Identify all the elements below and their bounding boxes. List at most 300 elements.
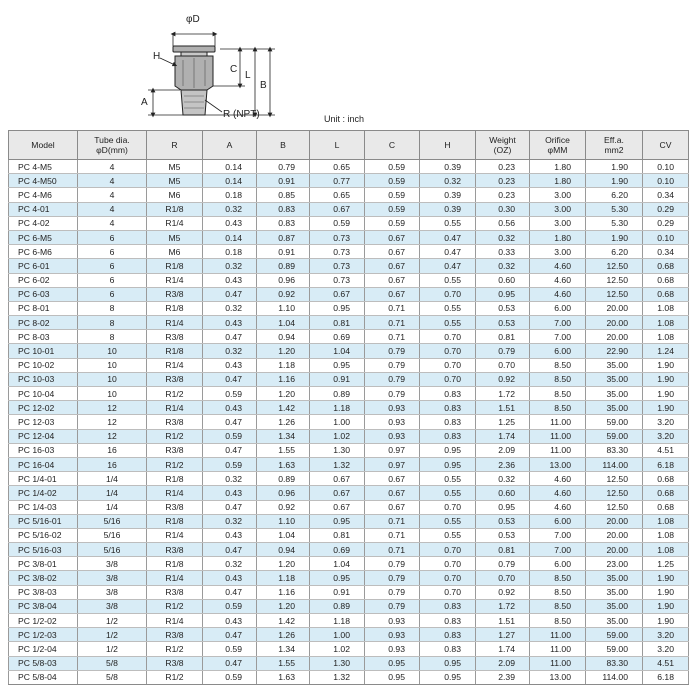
table-cell: 4.60 bbox=[530, 259, 586, 273]
table-cell: 1.10 bbox=[257, 514, 310, 528]
table-cell: R1/2 bbox=[147, 670, 203, 684]
table-cell: 0.70 bbox=[420, 287, 476, 301]
table-cell: R1/2 bbox=[147, 429, 203, 443]
table-cell: 0.29 bbox=[643, 202, 689, 216]
table-cell: 8.50 bbox=[530, 401, 586, 415]
table-cell: PC 3/8-01 bbox=[9, 557, 78, 571]
column-header-sublabel: φMM bbox=[547, 145, 568, 155]
table-cell: 0.14 bbox=[203, 160, 257, 174]
label-b: B bbox=[260, 80, 267, 91]
table-cell: 0.59 bbox=[365, 216, 420, 230]
table-row bbox=[9, 273, 689, 287]
table-cell: 6.00 bbox=[530, 557, 586, 571]
table-cell: PC 1/2-03 bbox=[9, 628, 78, 642]
table-cell: 0.53 bbox=[476, 514, 530, 528]
table-cell: 0.55 bbox=[420, 472, 476, 486]
table-cell: 0.47 bbox=[203, 543, 257, 557]
table-cell: 0.43 bbox=[203, 528, 257, 542]
table-cell: 0.70 bbox=[476, 571, 530, 585]
table-cell: R1/4 bbox=[147, 216, 203, 230]
label-h: H bbox=[153, 51, 161, 62]
table-cell: 12 bbox=[78, 401, 147, 415]
column-header bbox=[476, 131, 530, 160]
table-cell: 4.60 bbox=[530, 287, 586, 301]
table-cell: 0.68 bbox=[643, 486, 689, 500]
table-cell: 0.79 bbox=[365, 557, 420, 571]
table-cell: 0.96 bbox=[257, 486, 310, 500]
table-cell: 20.00 bbox=[586, 514, 643, 528]
table-row bbox=[9, 202, 689, 216]
table-cell: 12.50 bbox=[586, 273, 643, 287]
table-cell: 1.08 bbox=[643, 543, 689, 557]
table-cell: 59.00 bbox=[586, 642, 643, 656]
table-cell: 1.18 bbox=[310, 401, 365, 415]
table-row bbox=[9, 372, 689, 386]
label-r-npt: R (NPT) bbox=[223, 109, 260, 120]
column-header-label: CV bbox=[659, 140, 672, 150]
table-cell: PC 6-03 bbox=[9, 287, 78, 301]
table-header-row bbox=[9, 131, 689, 160]
table-cell: R3/8 bbox=[147, 372, 203, 386]
table-cell: 11.00 bbox=[530, 642, 586, 656]
table-cell: 3.20 bbox=[643, 429, 689, 443]
table-cell: 6.00 bbox=[530, 344, 586, 358]
table-cell: 1.16 bbox=[257, 372, 310, 386]
table-cell: 35.00 bbox=[586, 372, 643, 386]
column-header bbox=[203, 131, 257, 160]
table-cell: 59.00 bbox=[586, 429, 643, 443]
table-cell: 8.50 bbox=[530, 372, 586, 386]
table-cell: 0.47 bbox=[203, 656, 257, 670]
table-cell: 5/16 bbox=[78, 543, 147, 557]
table-cell: 2.09 bbox=[476, 656, 530, 670]
table-cell: PC 3/8-03 bbox=[9, 585, 78, 599]
table-cell: 0.81 bbox=[476, 330, 530, 344]
table-cell: 1.24 bbox=[643, 344, 689, 358]
table-cell: 0.43 bbox=[203, 358, 257, 372]
table-cell: 0.55 bbox=[420, 301, 476, 315]
table-cell: 0.83 bbox=[420, 387, 476, 401]
table-cell: 1.04 bbox=[257, 316, 310, 330]
table-cell: 3/8 bbox=[78, 585, 147, 599]
label-phi-d: φD bbox=[186, 14, 200, 25]
table-cell: 12.50 bbox=[586, 500, 643, 514]
table-cell: 0.10 bbox=[643, 174, 689, 188]
table-cell: PC 10-03 bbox=[9, 372, 78, 386]
table-cell: 1.63 bbox=[257, 670, 310, 684]
table-cell: 0.83 bbox=[420, 599, 476, 613]
table-cell: 10 bbox=[78, 372, 147, 386]
table-cell: 0.95 bbox=[310, 301, 365, 315]
table-cell: 0.59 bbox=[203, 599, 257, 613]
table-cell: 1.16 bbox=[257, 585, 310, 599]
table-cell: 0.94 bbox=[257, 330, 310, 344]
table-cell: 0.43 bbox=[203, 486, 257, 500]
table-cell: 1.90 bbox=[586, 230, 643, 244]
table-cell: R3/8 bbox=[147, 628, 203, 642]
table-cell: 20.00 bbox=[586, 330, 643, 344]
table-cell: R1/2 bbox=[147, 457, 203, 471]
table-cell: 1.27 bbox=[476, 628, 530, 642]
table-cell: 20.00 bbox=[586, 543, 643, 557]
column-header-sublabel: mm2 bbox=[604, 145, 624, 155]
table-cell: 1/4 bbox=[78, 500, 147, 514]
table-cell: PC 1/4-03 bbox=[9, 500, 78, 514]
table-cell: 0.33 bbox=[476, 245, 530, 259]
table-cell: 0.93 bbox=[365, 628, 420, 642]
table-row bbox=[9, 599, 689, 613]
table-cell: 1.80 bbox=[530, 174, 586, 188]
table-cell: 3.00 bbox=[530, 188, 586, 202]
table-cell: 0.81 bbox=[476, 543, 530, 557]
table-row bbox=[9, 642, 689, 656]
table-cell: 1.18 bbox=[257, 571, 310, 585]
table-cell: 11.00 bbox=[530, 415, 586, 429]
table-row bbox=[9, 457, 689, 471]
table-cell: 0.47 bbox=[203, 372, 257, 386]
table-cell: PC 10-01 bbox=[9, 344, 78, 358]
table-cell: R1/2 bbox=[147, 599, 203, 613]
table-cell: 1.90 bbox=[643, 571, 689, 585]
table-cell: 1.26 bbox=[257, 415, 310, 429]
table-cell: 13.00 bbox=[530, 457, 586, 471]
table-cell: R1/4 bbox=[147, 614, 203, 628]
table-cell: 0.79 bbox=[365, 585, 420, 599]
table-cell: 0.47 bbox=[203, 443, 257, 457]
table-cell: PC 16-04 bbox=[9, 457, 78, 471]
table-cell: 6.20 bbox=[586, 245, 643, 259]
table-row bbox=[9, 259, 689, 273]
table-cell: 1/4 bbox=[78, 472, 147, 486]
table-cell: 1.80 bbox=[530, 230, 586, 244]
table-cell: 0.67 bbox=[310, 500, 365, 514]
table-cell: 0.93 bbox=[365, 642, 420, 656]
table-cell: 83.30 bbox=[586, 656, 643, 670]
table-cell: 0.70 bbox=[420, 543, 476, 557]
table-cell: PC 16-03 bbox=[9, 443, 78, 457]
table-cell: 11.00 bbox=[530, 656, 586, 670]
table-cell: 6.20 bbox=[586, 188, 643, 202]
table-cell: 0.55 bbox=[420, 273, 476, 287]
table-cell: 0.79 bbox=[365, 387, 420, 401]
table-cell: 1.25 bbox=[643, 557, 689, 571]
table-cell: 35.00 bbox=[586, 571, 643, 585]
table-cell: PC 8-02 bbox=[9, 316, 78, 330]
table-cell: 1.55 bbox=[257, 656, 310, 670]
column-header-label: B bbox=[280, 140, 286, 150]
table-cell: 4 bbox=[78, 202, 147, 216]
column-header bbox=[643, 131, 689, 160]
table-row bbox=[9, 628, 689, 642]
table-cell: R1/4 bbox=[147, 401, 203, 415]
table-cell: M6 bbox=[147, 245, 203, 259]
table-cell: 6 bbox=[78, 273, 147, 287]
table-cell: 0.43 bbox=[203, 614, 257, 628]
unit-note: Unit : inch bbox=[324, 114, 365, 124]
table-cell: R1/2 bbox=[147, 642, 203, 656]
table-row bbox=[9, 656, 689, 670]
table-cell: 0.65 bbox=[310, 160, 365, 174]
table-cell: R1/4 bbox=[147, 316, 203, 330]
table-cell: 3.20 bbox=[643, 642, 689, 656]
table-row bbox=[9, 316, 689, 330]
table-cell: 0.55 bbox=[420, 486, 476, 500]
table-cell: 0.68 bbox=[643, 259, 689, 273]
table-cell: 0.83 bbox=[420, 642, 476, 656]
table-cell: 0.39 bbox=[420, 202, 476, 216]
table-cell: 0.87 bbox=[257, 230, 310, 244]
table-cell: 4.60 bbox=[530, 273, 586, 287]
table-cell: R3/8 bbox=[147, 415, 203, 429]
table-cell: 0.59 bbox=[203, 642, 257, 656]
table-cell: 1.34 bbox=[257, 429, 310, 443]
table-cell: 0.95 bbox=[365, 656, 420, 670]
column-header bbox=[586, 131, 643, 160]
table-cell: R3/8 bbox=[147, 656, 203, 670]
table-cell: 0.91 bbox=[257, 174, 310, 188]
table-row bbox=[9, 429, 689, 443]
table-cell: 0.89 bbox=[310, 599, 365, 613]
table-cell: 0.70 bbox=[420, 585, 476, 599]
table-cell: 7.00 bbox=[530, 330, 586, 344]
table-cell: 0.55 bbox=[420, 316, 476, 330]
table-cell: 0.67 bbox=[310, 287, 365, 301]
table-cell: 0.73 bbox=[310, 245, 365, 259]
column-header bbox=[9, 131, 78, 160]
table-cell: 23.00 bbox=[586, 557, 643, 571]
table-cell: 0.59 bbox=[203, 429, 257, 443]
table-cell: R1/8 bbox=[147, 344, 203, 358]
table-cell: 0.18 bbox=[203, 245, 257, 259]
table-cell: 1.02 bbox=[310, 429, 365, 443]
table-cell: 11.00 bbox=[530, 429, 586, 443]
table-cell: 4.51 bbox=[643, 443, 689, 457]
table-cell: 6.00 bbox=[530, 514, 586, 528]
table-cell: 0.79 bbox=[476, 557, 530, 571]
table-cell: 4 bbox=[78, 188, 147, 202]
table-cell: 22.90 bbox=[586, 344, 643, 358]
table-cell: 0.47 bbox=[203, 500, 257, 514]
table-cell: 3.00 bbox=[530, 202, 586, 216]
table-cell: PC 1/2-02 bbox=[9, 614, 78, 628]
table-row bbox=[9, 557, 689, 571]
column-header-label: L bbox=[334, 140, 340, 150]
table-cell: 0.39 bbox=[420, 188, 476, 202]
table-cell: 0.70 bbox=[476, 358, 530, 372]
table-cell: 0.68 bbox=[643, 273, 689, 287]
table-cell: 4 bbox=[78, 160, 147, 174]
table-cell: 1.04 bbox=[257, 528, 310, 542]
table-cell: R1/8 bbox=[147, 259, 203, 273]
table-cell: 6.00 bbox=[530, 301, 586, 315]
table-cell: 0.97 bbox=[365, 457, 420, 471]
table-cell: 1.08 bbox=[643, 514, 689, 528]
table-cell: 5/8 bbox=[78, 656, 147, 670]
table-cell: 0.55 bbox=[420, 216, 476, 230]
table-row bbox=[9, 585, 689, 599]
table-cell: 0.67 bbox=[310, 202, 365, 216]
table-cell: 0.43 bbox=[203, 401, 257, 415]
table-cell: PC 12-04 bbox=[9, 429, 78, 443]
table-cell: R1/2 bbox=[147, 387, 203, 401]
table-cell: 0.53 bbox=[476, 301, 530, 315]
table-cell: PC 5/16-03 bbox=[9, 543, 78, 557]
table-cell: 0.93 bbox=[365, 415, 420, 429]
table-cell: 8.50 bbox=[530, 571, 586, 585]
table-cell: 59.00 bbox=[586, 628, 643, 642]
table-cell: 0.92 bbox=[257, 500, 310, 514]
table-cell: 0.67 bbox=[310, 472, 365, 486]
table-cell: 2.39 bbox=[476, 670, 530, 684]
table-cell: 0.71 bbox=[365, 514, 420, 528]
table-row bbox=[9, 571, 689, 585]
table-cell: 1.04 bbox=[310, 344, 365, 358]
table-cell: 4 bbox=[78, 216, 147, 230]
table-cell: 1.20 bbox=[257, 599, 310, 613]
table-cell: 1.20 bbox=[257, 557, 310, 571]
table-cell: R1/8 bbox=[147, 301, 203, 315]
table-cell: 0.47 bbox=[203, 330, 257, 344]
table-cell: 0.71 bbox=[365, 543, 420, 557]
table-cell: 114.00 bbox=[586, 457, 643, 471]
table-cell: 6 bbox=[78, 287, 147, 301]
table-cell: 0.67 bbox=[365, 486, 420, 500]
table-cell: 1.25 bbox=[476, 415, 530, 429]
table-cell: 1.74 bbox=[476, 642, 530, 656]
table-cell: R3/8 bbox=[147, 500, 203, 514]
table-cell: 1/2 bbox=[78, 614, 147, 628]
column-header bbox=[530, 131, 586, 160]
table-cell: 5.30 bbox=[586, 216, 643, 230]
table-cell: 0.95 bbox=[420, 670, 476, 684]
table-row bbox=[9, 443, 689, 457]
column-header bbox=[420, 131, 476, 160]
table-cell: R3/8 bbox=[147, 330, 203, 344]
table-cell: 0.47 bbox=[203, 628, 257, 642]
table-cell: 1.08 bbox=[643, 528, 689, 542]
table-cell: 0.95 bbox=[310, 571, 365, 585]
table-cell: 1.72 bbox=[476, 599, 530, 613]
table-cell: 0.69 bbox=[310, 330, 365, 344]
table-cell: 0.32 bbox=[203, 301, 257, 315]
table-cell: 1.74 bbox=[476, 429, 530, 443]
table-cell: 0.47 bbox=[420, 230, 476, 244]
table-cell: 1.32 bbox=[310, 457, 365, 471]
table-row bbox=[9, 230, 689, 244]
table-cell: 0.53 bbox=[476, 316, 530, 330]
column-header bbox=[147, 131, 203, 160]
table-cell: 0.95 bbox=[476, 500, 530, 514]
table-cell: 4 bbox=[78, 174, 147, 188]
table-cell: 0.53 bbox=[476, 528, 530, 542]
table-cell: 0.79 bbox=[476, 344, 530, 358]
table-cell: 0.39 bbox=[420, 160, 476, 174]
table-cell: 1.08 bbox=[643, 330, 689, 344]
table-cell: 0.68 bbox=[643, 287, 689, 301]
table-cell: 0.70 bbox=[420, 372, 476, 386]
table-cell: 4.51 bbox=[643, 656, 689, 670]
table-cell: 10 bbox=[78, 358, 147, 372]
table-cell: 0.92 bbox=[476, 372, 530, 386]
table-cell: 7.00 bbox=[530, 316, 586, 330]
table-cell: R3/8 bbox=[147, 287, 203, 301]
table-cell: 1.90 bbox=[643, 401, 689, 415]
column-header-label: Weight bbox=[489, 135, 516, 145]
table-cell: 0.95 bbox=[365, 670, 420, 684]
table-cell: 0.32 bbox=[203, 557, 257, 571]
table-cell: 0.91 bbox=[310, 585, 365, 599]
table-cell: 6.18 bbox=[643, 670, 689, 684]
table-cell: 11.00 bbox=[530, 628, 586, 642]
table-row bbox=[9, 415, 689, 429]
table-cell: R1/4 bbox=[147, 486, 203, 500]
column-header bbox=[310, 131, 365, 160]
table-cell: 0.83 bbox=[257, 216, 310, 230]
table-cell: 1.32 bbox=[310, 670, 365, 684]
table-body bbox=[9, 160, 689, 685]
table-cell: 35.00 bbox=[586, 585, 643, 599]
table-cell: 12.50 bbox=[586, 287, 643, 301]
table-cell: 0.67 bbox=[365, 287, 420, 301]
table-cell: 5/16 bbox=[78, 514, 147, 528]
table-cell: 3/8 bbox=[78, 571, 147, 585]
table-cell: 4.60 bbox=[530, 486, 586, 500]
table-cell: R3/8 bbox=[147, 543, 203, 557]
table-cell: 0.32 bbox=[476, 230, 530, 244]
table-cell: 10 bbox=[78, 344, 147, 358]
column-header-sublabel: (OZ) bbox=[493, 145, 512, 155]
table-cell: 0.70 bbox=[420, 344, 476, 358]
table-row bbox=[9, 486, 689, 500]
table-cell: 1.51 bbox=[476, 401, 530, 415]
table-cell: 0.96 bbox=[257, 273, 310, 287]
table-cell: 114.00 bbox=[586, 670, 643, 684]
table-cell: 20.00 bbox=[586, 528, 643, 542]
table-row bbox=[9, 614, 689, 628]
table-cell: 5/16 bbox=[78, 528, 147, 542]
table-cell: 35.00 bbox=[586, 358, 643, 372]
table-cell: 83.30 bbox=[586, 443, 643, 457]
table-cell: 0.30 bbox=[476, 202, 530, 216]
table-cell: R1/4 bbox=[147, 528, 203, 542]
table-row bbox=[9, 387, 689, 401]
table-cell: 0.32 bbox=[476, 472, 530, 486]
table-cell: M5 bbox=[147, 160, 203, 174]
table-cell: 1/4 bbox=[78, 486, 147, 500]
table-cell: 0.10 bbox=[643, 160, 689, 174]
table-cell: 0.94 bbox=[257, 543, 310, 557]
table-cell: 0.73 bbox=[310, 230, 365, 244]
table-cell: R1/4 bbox=[147, 358, 203, 372]
table-cell: 35.00 bbox=[586, 387, 643, 401]
table-cell: 0.47 bbox=[203, 585, 257, 599]
table-cell: 8.50 bbox=[530, 599, 586, 613]
table-row bbox=[9, 358, 689, 372]
table-cell: 0.34 bbox=[643, 245, 689, 259]
table-cell: 0.83 bbox=[257, 202, 310, 216]
table-cell: 0.93 bbox=[365, 401, 420, 415]
table-cell: PC 4-01 bbox=[9, 202, 78, 216]
table-cell: 0.47 bbox=[203, 287, 257, 301]
table-cell: 8.50 bbox=[530, 358, 586, 372]
table-cell: 0.83 bbox=[420, 401, 476, 415]
column-header-label: C bbox=[388, 140, 396, 150]
table-cell: PC 4-02 bbox=[9, 216, 78, 230]
spec-table bbox=[8, 130, 689, 685]
table-cell: 59.00 bbox=[586, 415, 643, 429]
table-cell: PC 1/4-02 bbox=[9, 486, 78, 500]
table-cell: 0.93 bbox=[365, 614, 420, 628]
